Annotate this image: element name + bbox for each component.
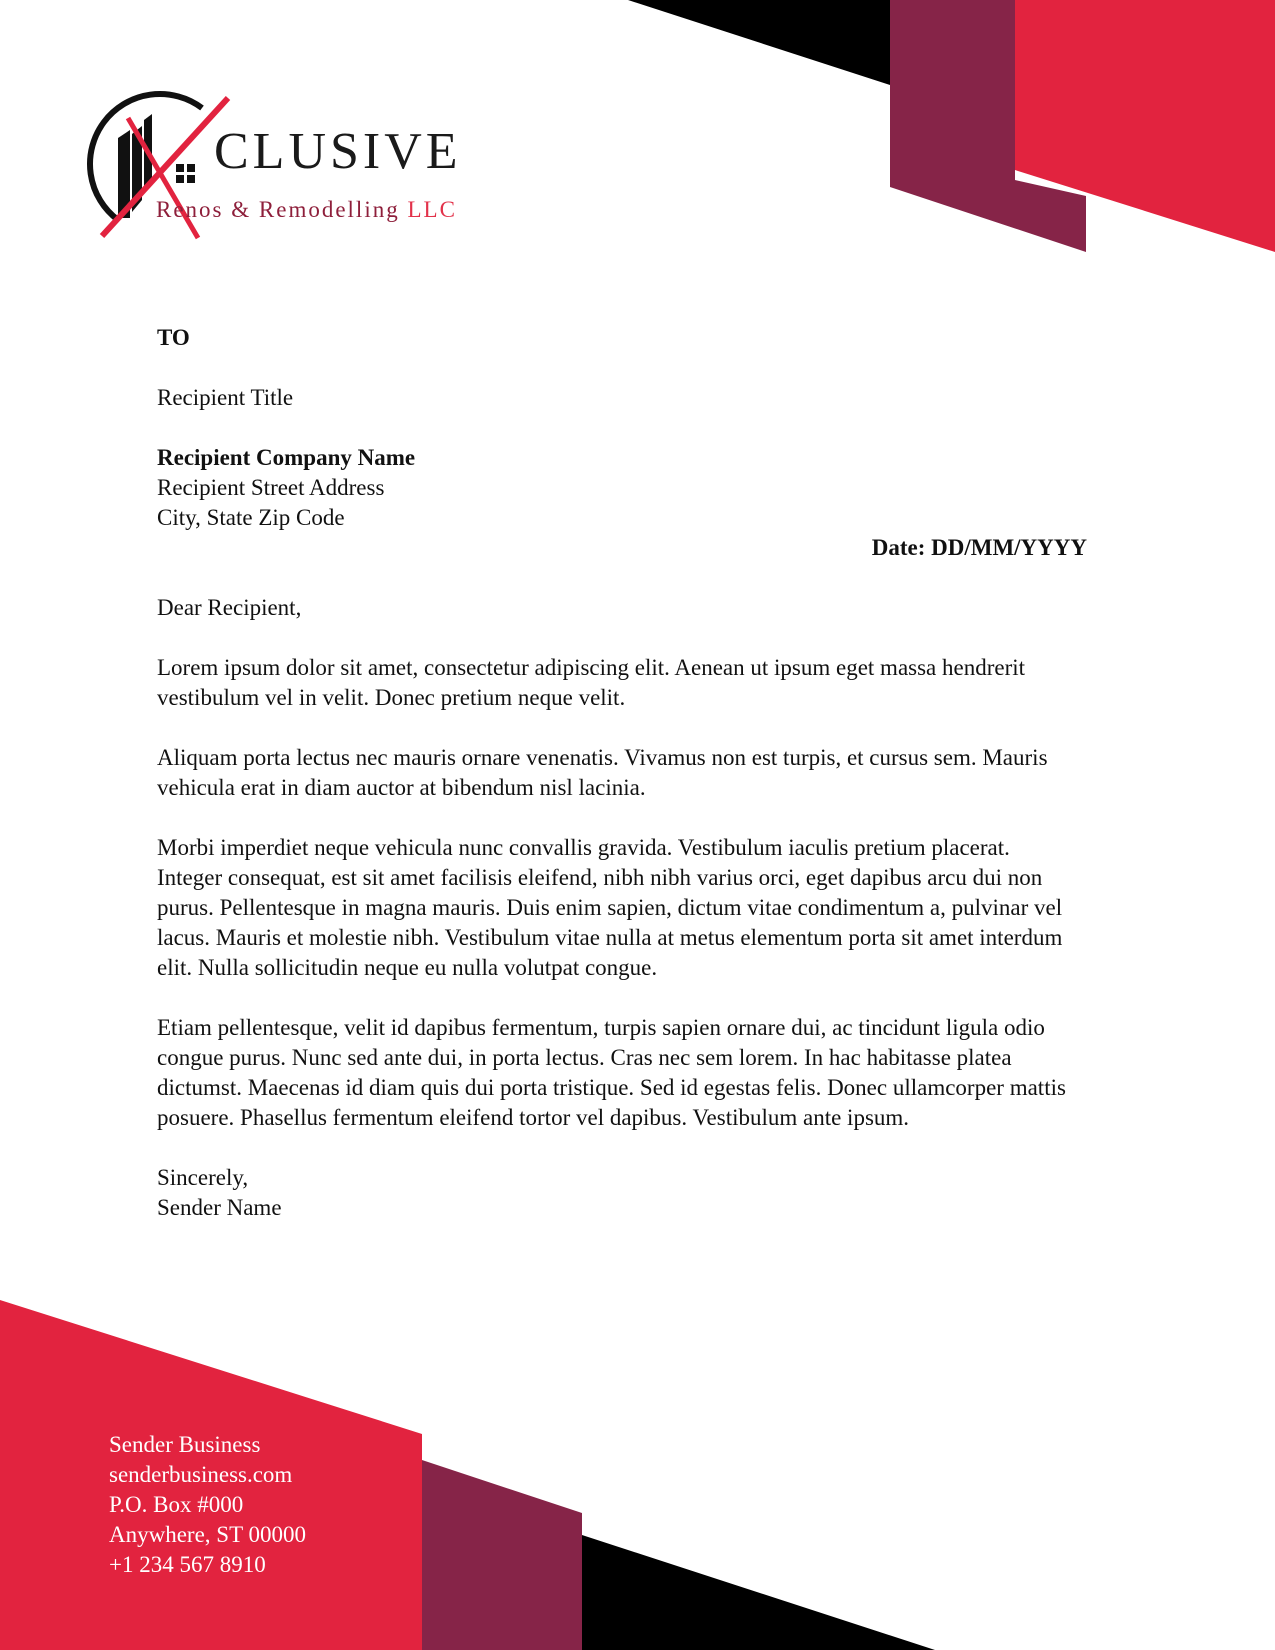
logo-wordmark: CLUSIVE (214, 123, 462, 180)
letter-body (157, 653, 1067, 1163)
footer-business: Sender Business (109, 1432, 261, 1457)
letter-date: Date: DD/MM/YYYY (871, 535, 1087, 560)
footer-maroon-block (422, 1460, 582, 1650)
logo-subtitle-main: Renos & Remodelling (156, 197, 400, 222)
footer-po-box: P.O. Box #000 (109, 1492, 244, 1517)
footer-phone: +1 234 567 8910 (109, 1552, 266, 1577)
body-paragraph: Lorem ipsum dolor sit amet, consectetur adipiscing elit. Aenean ut ipsum eget massa hendrerit vestibulum vel in velit. Donec pretium neque velit. (157, 655, 1026, 710)
footer-city: Anywhere, ST 00000 (109, 1522, 306, 1547)
recipient-address (157, 443, 1087, 533)
logo-subtitle (156, 198, 457, 221)
greeting: Dear Recipient, (157, 595, 302, 620)
body-paragraph: Etiam pellentesque, velit id dapibus fermentum, turpis sapien ornare dui, ac tincidunt ligula odio congue purus. Nunc sed ante dui, in porta lectus. Cras nec sem lorem. In hac habitasse platea dictumst. Maecenas id diam quis dui porta tristique. Sed id egestas felis. Donec ullamcorper mattis posuere. Phasellus fermentum eleifend tortor vel dapibus. Vestibulum ante ipsum. (157, 1015, 1066, 1130)
sender-name: Sender Name (157, 1195, 282, 1220)
closing-block (157, 1163, 1087, 1223)
recipient-company-name: Recipient Company Name (157, 445, 416, 470)
closing-text: Sincerely, (157, 1165, 249, 1190)
body-paragraph: Aliquam porta lectus nec mauris ornare venenatis. Vivamus non est turpis, et cursus sem. Mauris vehicula erat in diam auctor at bibendum nisl lacinia. (157, 745, 1048, 800)
to-label: TO (157, 325, 190, 350)
body-paragraph: Morbi imperdiet neque vehicula nunc convallis gravida. Vestibulum iaculis pretium placerat. Integer consequat, est sit amet facilisis eleifend, nibh nibh varius orci, eget dapibus arcu dui non purus. Pellentesque in magna mauris. Duis enim sapien, dictum vitae condimentum a, pulvinar vel lacus. Mauris et molestie nibh. Vestibulum vitae nulla at metus elementum porta sit amet interdum elit. Nulla sollicitudin neque eu nulla volutpat congue. (157, 835, 1063, 980)
company-logo (80, 88, 480, 248)
header-black-stripe (628, 0, 890, 85)
footer-black-stripe (582, 1535, 935, 1650)
logo-subtitle-suffix: LLC (407, 197, 457, 222)
footer-contact (109, 1430, 306, 1580)
recipient-title: Recipient Title (157, 385, 294, 410)
footer-website: senderbusiness.com (109, 1462, 293, 1487)
recipient-street-address: Recipient Street Address (157, 475, 385, 500)
recipient-city-state-zip: City, State Zip Code (157, 505, 345, 530)
